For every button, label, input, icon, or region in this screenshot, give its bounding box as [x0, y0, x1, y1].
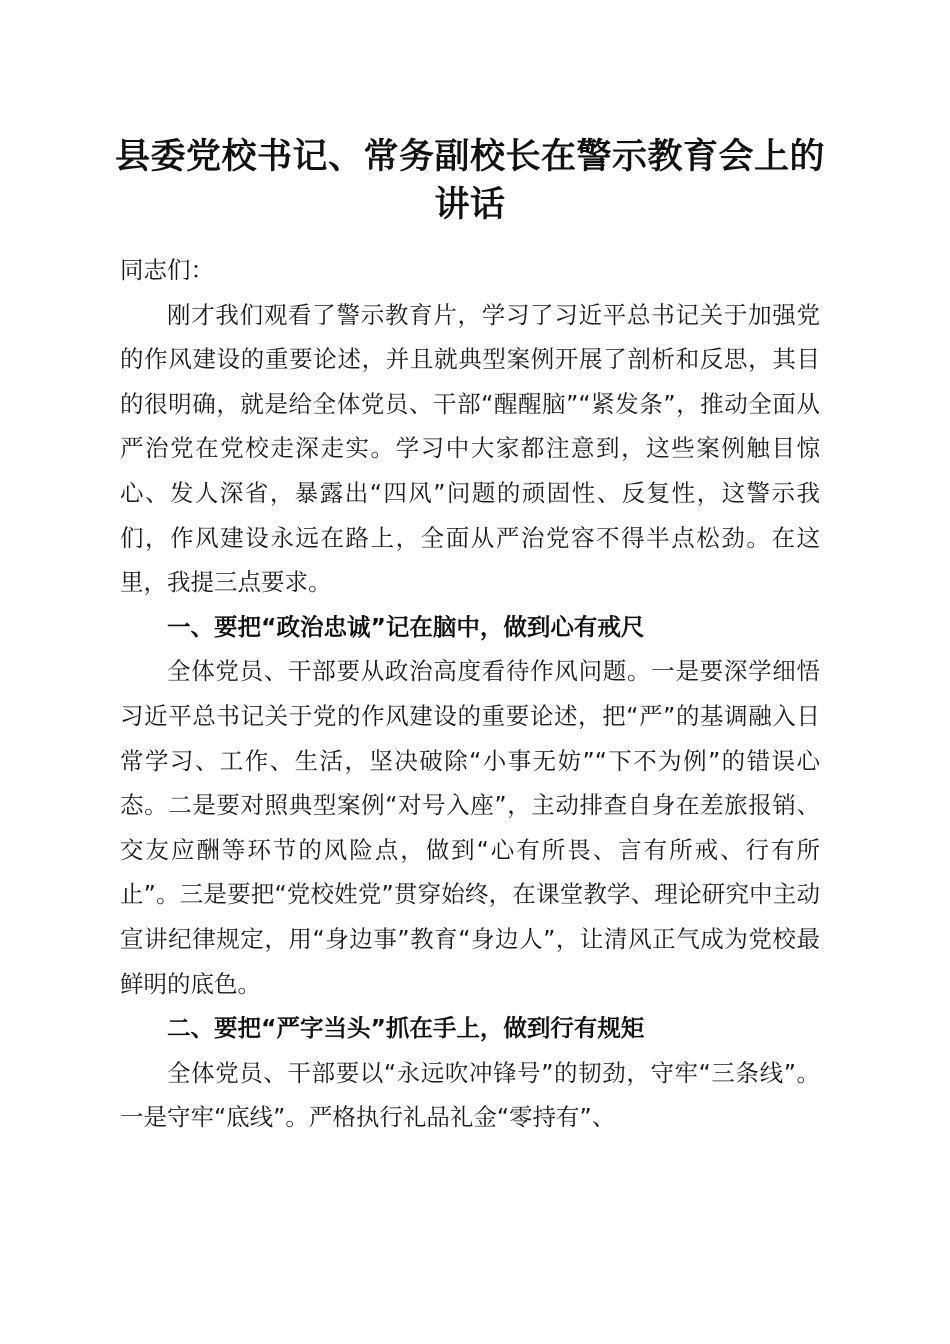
section-1-paragraph: 全体党员、干部要从政治高度看待作风问题。一是要深学细悟习近平总书记关于党的作风建设的重要论述，把“严”的基调融入日常学习、工作、生活，坚决破除“小事无妨”“下不为例”的错误心态。二是要对照典型案例“对号入座”，主动排查自身在差旅报销、交友应酬等环节的风险点，做到“心有所畏、言有所戒、行有所止”。三是要把“党校姓党”贯穿始终，在课堂教学、理论研究中主动宣讲纪律规定，用“身边事”教育“身边人”，让清风正气成为党校最鲜明的底色。: [120, 657, 820, 998]
salutation: 同志们：: [120, 256, 214, 284]
document-body: [120, 248, 820, 1140]
section-2-paragraph: 全体党员、干部要以“永远吹冲锋号”的韧劲，守牢“三条线”。一是守牢“底线”。严格执行礼品礼金“零持有”、: [120, 1058, 820, 1132]
intro-paragraph: 刚才我们观看了警示教育片，学习了习近平总书记关于加强党的作风建设的重要论述，并且就典型案例开展了剖析和反思，其目的很明确，就是给全体党员、干部“醒醒脑”“紧发条”，推动全面从严治党在党校走深走实。学习中大家都注意到，这些案例触目惊心、发人深省，暴露出“四风”问题的顽固性、反复性，这警示我们，作风建设永远在路上，全面从严治党容不得半点松劲。在这里，我提三点要求。: [120, 300, 820, 597]
section-heading-1: 一、要把“政治忠诚”记在脑中，做到心有戒尺: [167, 612, 645, 641]
document-title: 县委党校书记、常务副校长在警示教育会上的讲话: [114, 136, 825, 225]
section-heading-2: 二、要把“严字当头”抓在手上，做到行有规矩: [167, 1014, 645, 1043]
